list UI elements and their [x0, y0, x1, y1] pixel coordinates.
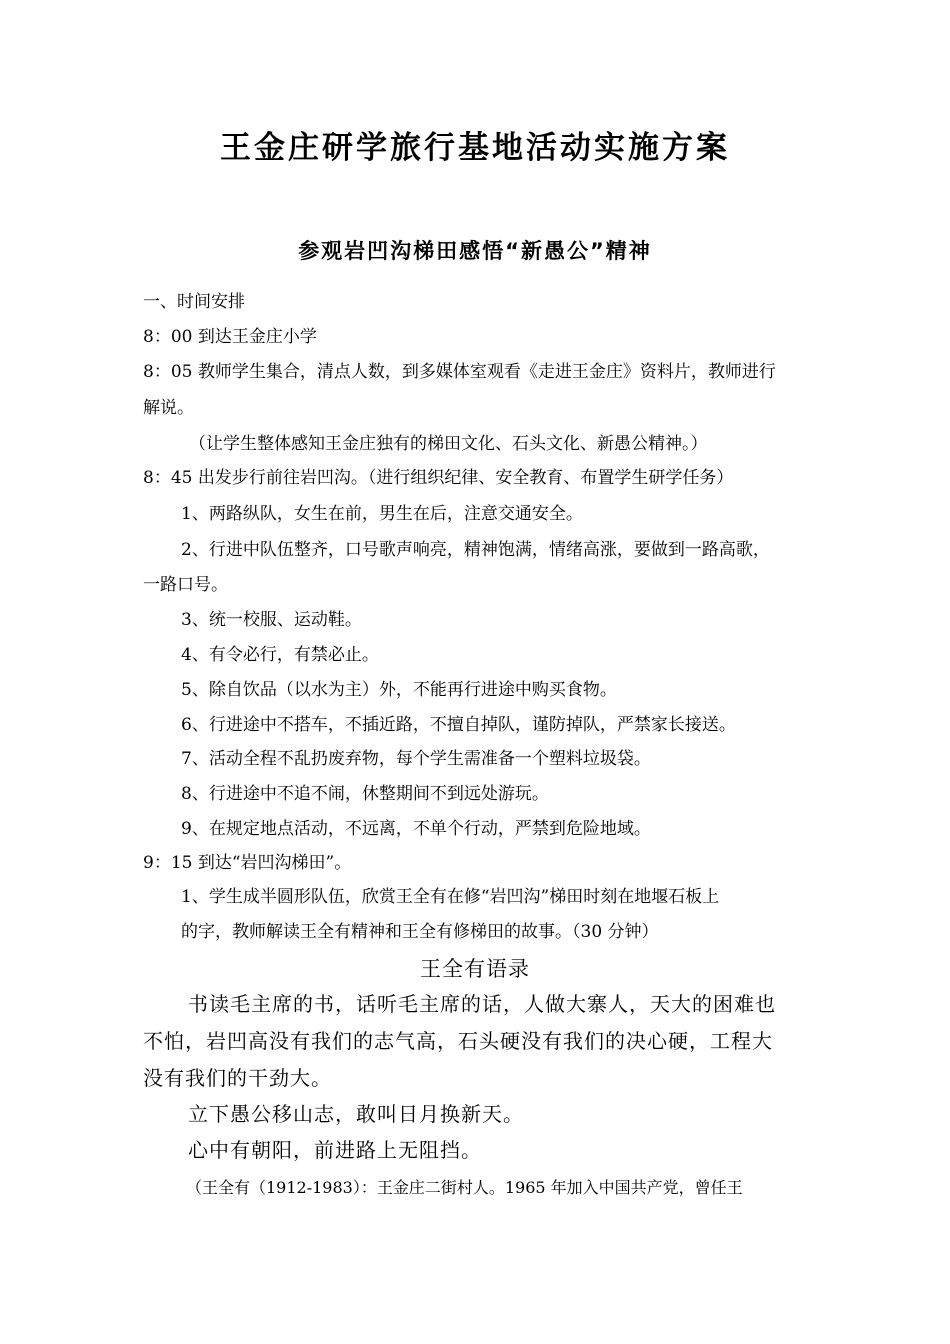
rule-item-continued: 一路口号。: [143, 575, 228, 595]
rule-item: 2、行进中队伍整齐，口号歌声响亮，精神饱满，情绪高涨，要做到一路高歌，: [181, 540, 770, 560]
rule-item: 6、行进途中不搭车，不插近路，不擅自掉队，谨防掉队，严禁家长接送。: [181, 715, 736, 735]
rule-item: 1、两路纵队，女生在前，男生在后，注意交通安全。: [181, 504, 583, 524]
quote-line: 立下愚公移山志，敢叫日月换新天。: [188, 1102, 524, 1126]
schedule-line: 8：45 出发步行前往岩凹沟。（进行组织纪律、安全教育、布置学生研学任务）: [143, 468, 734, 488]
quote-line: 没有我们的干劲大。: [143, 1066, 332, 1090]
biography-note: （王全有（1912-1983）：王金庄二街村人。1965 年加入中国共产党，曾任王: [186, 1178, 743, 1197]
rule-item: 5、除自饮品（以水为主）外，不能再行进途中购买食物。: [181, 680, 617, 700]
quote-line: 不怕，岩凹高没有我们的志气高，石头硬没有我们的决心硬，工程大: [143, 1029, 773, 1053]
rule-item: 8、行进途中不追不闹，休整期间不到远处游玩。: [181, 784, 549, 804]
schedule-line: 8：00 到达王金庄小学: [143, 327, 317, 347]
rule-item: 4、有令必行，有禁必止。: [181, 645, 379, 665]
quote-line: 书读毛主席的书，话听毛主席的话，人做大寨人，天大的困难也: [188, 992, 776, 1016]
document-title: 王金庄研学旅行基地活动实施方案: [220, 130, 730, 166]
schedule-line: 解说。: [143, 398, 194, 418]
section-heading-schedule: 一、时间安排: [143, 292, 245, 312]
schedule-line: 8：05 教师学生集合，清点人数，到多媒体室观看《走进王金庄》资料片，教师进行: [143, 362, 776, 382]
activity-item-continued: 的字，教师解读王全有精神和王全有修梯田的故事。（30 分钟）: [181, 922, 659, 942]
rule-item: 9、在规定地点活动，不远离，不单个行动，严禁到危险地域。: [181, 819, 651, 839]
schedule-note: （让学生整体感知王金庄独有的梯田文化、石头文化、新愚公精神。）: [189, 434, 708, 454]
document-subtitle: 参观岩凹沟梯田感悟“新愚公”精神: [298, 239, 652, 263]
rule-item: 7、活动全程不乱扔废弃物，每个学生需准备一个塑料垃圾袋。: [181, 749, 651, 769]
quote-line: 心中有朝阳，前进路上无阻挡。: [188, 1138, 482, 1162]
activity-item: 1、学生成半圆形队伍，欣赏王全有在修“岩凹沟”梯田时刻在地堰石板上: [181, 887, 720, 907]
schedule-line: 9：15 到达“岩凹沟梯田”。: [143, 853, 352, 873]
quotes-heading: 王全有语录: [420, 957, 530, 981]
rule-item: 3、统一校服、运动鞋。: [181, 610, 362, 630]
